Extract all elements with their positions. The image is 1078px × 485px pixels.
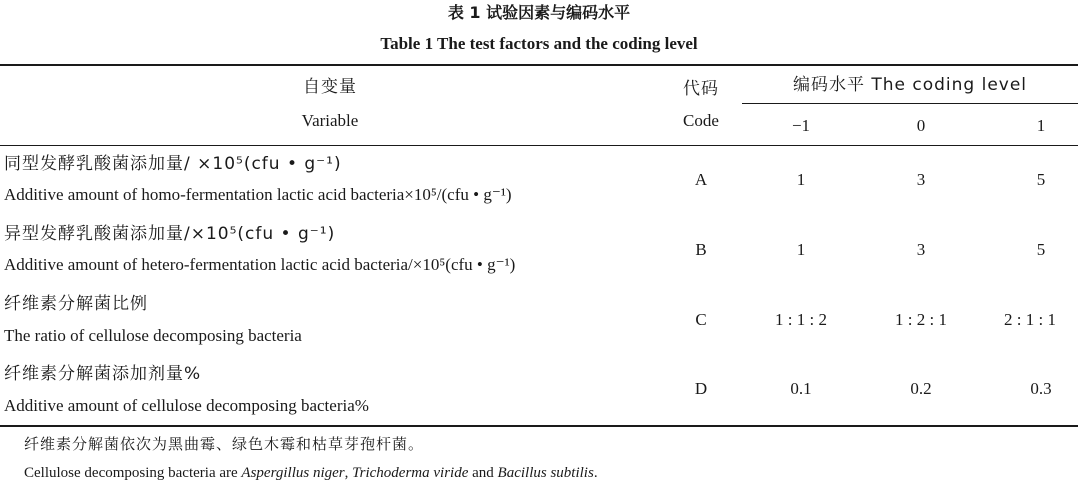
header-subrule bbox=[742, 103, 1078, 104]
species-name: Trichoderma viride bbox=[352, 465, 469, 481]
row-b-name-en: Additive amount of hetero-fermentation lactic acid bacteria/×10⁵(cfu • g⁻¹) bbox=[4, 255, 516, 274]
species-name: Aspergillus niger bbox=[241, 465, 345, 481]
row-b-code: B bbox=[695, 240, 707, 259]
row-d-value: 0.1 bbox=[790, 379, 812, 398]
header-level: 0 bbox=[916, 116, 926, 135]
header-level: −1 bbox=[791, 116, 811, 135]
species-name: Bacillus subtilis bbox=[497, 465, 594, 481]
header-variable-cn: 自变量 bbox=[303, 77, 357, 97]
table-note-cn: 纤维素分解菌依次为黑曲霉、绿色木霉和枯草芽孢杆菌。 bbox=[24, 435, 425, 453]
row-c-name-en: The ratio of cellulose decomposing bacteria bbox=[4, 326, 302, 345]
row-c-code: C bbox=[695, 310, 707, 329]
row-a-name-en: Additive amount of homo-fermentation lactic acid bacteria×10⁵/(cfu • g⁻¹) bbox=[4, 185, 512, 204]
row-b-value: 1 bbox=[796, 240, 806, 259]
table-title-cn: 表 1 试验因素与编码水平 bbox=[447, 3, 631, 22]
header-variable-en: Variable bbox=[301, 111, 359, 130]
header-rule bbox=[0, 145, 1078, 146]
row-a-value: 1 bbox=[796, 170, 806, 189]
row-a-value: 3 bbox=[916, 170, 926, 189]
note-text: and bbox=[468, 465, 498, 481]
bottom-rule bbox=[0, 425, 1078, 427]
row-b-name-cn: 异型发酵乳酸菌添加量/×10⁵(cfu • g⁻¹) bbox=[4, 224, 336, 244]
row-c-value: 1 : 1 : 2 bbox=[775, 310, 827, 329]
row-a-code: A bbox=[694, 170, 708, 189]
row-b-value: 3 bbox=[916, 240, 926, 259]
row-d-name-cn: 纤维素分解菌添加剂量% bbox=[4, 364, 202, 384]
note-text: Cellulose decomposing bacteria are bbox=[24, 465, 242, 481]
header-coding-level: 编码水平 The coding level bbox=[792, 75, 1028, 95]
top-rule bbox=[0, 64, 1078, 66]
note-text: . bbox=[593, 465, 598, 481]
header-level: 1 bbox=[1036, 116, 1046, 135]
header-code-en: Code bbox=[683, 111, 719, 130]
row-c-value: 1 : 2 : 1 bbox=[895, 310, 947, 329]
table-title-en: Table 1 The test factors and the coding level bbox=[380, 34, 698, 53]
note-text: , bbox=[344, 465, 353, 481]
row-a-name-cn: 同型发酵乳酸菌添加量/ ×10⁵(cfu • g⁻¹) bbox=[4, 154, 342, 174]
row-d-code: D bbox=[694, 379, 708, 398]
header-code-cn: 代码 bbox=[683, 79, 719, 99]
row-d-name-en: Additive amount of cellulose decomposing bacteria% bbox=[4, 396, 369, 415]
row-a-value: 5 bbox=[1036, 170, 1046, 189]
row-b-value: 5 bbox=[1036, 240, 1046, 259]
row-c-name-cn: 纤维素分解菌比例 bbox=[4, 294, 148, 314]
row-d-value: 0.2 bbox=[910, 379, 932, 398]
table-note-en bbox=[24, 463, 598, 483]
row-c-value: 2 : 1 : 1 bbox=[1004, 310, 1056, 329]
row-d-value: 0.3 bbox=[1030, 379, 1052, 398]
